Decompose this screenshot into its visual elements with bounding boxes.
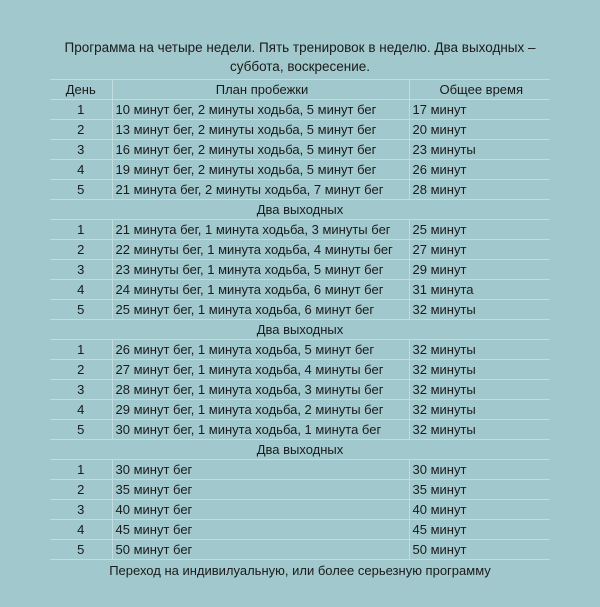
total-cell: 17 минут [409, 100, 550, 120]
total-cell: 32 минуты [409, 300, 550, 320]
plan-cell: 30 минут бег [112, 460, 409, 480]
table-row [50, 120, 550, 140]
day-cell: 3 [50, 140, 112, 160]
day-cell: 4 [50, 160, 112, 180]
table-row [50, 500, 550, 520]
rest-days-label: Два выходных [50, 200, 550, 220]
day-cell: 5 [50, 300, 112, 320]
table-header-row [50, 80, 550, 100]
rest-days-label: Два выходных [50, 320, 550, 340]
table-row [50, 160, 550, 180]
document-footer: Переход на индивилуальную, или более серьезную программу [109, 563, 491, 578]
table-row [50, 140, 550, 160]
total-cell: 40 минут [409, 500, 550, 520]
rest-days-row [50, 440, 550, 460]
total-cell: 29 минут [409, 260, 550, 280]
table-row [50, 280, 550, 300]
table-row [50, 240, 550, 260]
plan-cell: 28 минут бег, 1 минута ходьба, 3 минуты бег [112, 380, 409, 400]
total-cell: 45 минут [409, 520, 550, 540]
plan-cell: 30 минут бег, 1 минута ходьба, 1 минута бег [112, 420, 409, 440]
plan-cell: 23 минуты бег, 1 минута ходьба, 5 минут бег [112, 260, 409, 280]
total-cell: 32 минуты [409, 360, 550, 380]
day-cell: 2 [50, 360, 112, 380]
plan-cell: 35 минут бег [112, 480, 409, 500]
total-cell: 26 минут [409, 160, 550, 180]
day-cell: 5 [50, 180, 112, 200]
day-cell: 3 [50, 260, 112, 280]
day-cell: 1 [50, 220, 112, 240]
day-cell: 1 [50, 340, 112, 360]
plan-cell: 10 минут бег, 2 минуты ходьба, 5 минут бег [112, 100, 409, 120]
table-row [50, 380, 550, 400]
plan-cell: 24 минуты бег, 1 минута ходьба, 6 минут бег [112, 280, 409, 300]
total-cell: 27 минут [409, 240, 550, 260]
plan-cell: 45 минут бег [112, 520, 409, 540]
day-cell: 2 [50, 120, 112, 140]
total-cell: 35 минут [409, 480, 550, 500]
total-cell: 50 минут [409, 540, 550, 560]
plan-cell: 22 минуты бег, 1 минута ходьба, 4 минуты бег [112, 240, 409, 260]
total-cell: 32 минуты [409, 420, 550, 440]
day-cell: 1 [50, 100, 112, 120]
table-body [50, 100, 550, 560]
table-row [50, 400, 550, 420]
plan-cell: 29 минут бег, 1 минута ходьба, 2 минуты бег [112, 400, 409, 420]
header-day: День [50, 80, 112, 100]
total-cell: 30 минут [409, 460, 550, 480]
rest-days-row [50, 200, 550, 220]
plan-cell: 21 минута бег, 2 минуты ходьба, 7 минут бег [112, 180, 409, 200]
day-cell: 1 [50, 460, 112, 480]
table-row [50, 220, 550, 240]
table-row [50, 180, 550, 200]
table-row [50, 300, 550, 320]
day-cell: 2 [50, 240, 112, 260]
plan-cell: 50 минут бег [112, 540, 409, 560]
plan-cell: 16 минут бег, 2 минуты ходьба, 5 минут бег [112, 140, 409, 160]
plan-cell: 13 минут бег, 2 минуты ходьба, 5 минут бег [112, 120, 409, 140]
day-cell: 3 [50, 500, 112, 520]
day-cell: 5 [50, 420, 112, 440]
document [50, 0, 550, 580]
header-plan: План пробежки [112, 80, 409, 100]
total-cell: 23 минуты [409, 140, 550, 160]
total-cell: 28 минут [409, 180, 550, 200]
table-row [50, 420, 550, 440]
table-row [50, 540, 550, 560]
plan-cell: 40 минут бег [112, 500, 409, 520]
total-cell: 25 минут [409, 220, 550, 240]
document-title: Программа на четыре недели. Пять тренировок в неделю. Два выходных – суббота, воскресение. [64, 40, 536, 74]
total-cell: 32 минуты [409, 340, 550, 360]
day-cell: 2 [50, 480, 112, 500]
table-row [50, 460, 550, 480]
rest-days-row [50, 320, 550, 340]
total-cell: 32 минуты [409, 400, 550, 420]
plan-cell: 26 минут бег, 1 минута ходьба, 5 минут бег [112, 340, 409, 360]
table-row [50, 260, 550, 280]
table-row [50, 360, 550, 380]
day-cell: 4 [50, 520, 112, 540]
day-cell: 4 [50, 280, 112, 300]
day-cell: 4 [50, 400, 112, 420]
table-row [50, 340, 550, 360]
day-cell: 5 [50, 540, 112, 560]
training-table [50, 79, 550, 560]
plan-cell: 21 минута бег, 1 минута ходьба, 3 минуты бег [112, 220, 409, 240]
header-total: Общее время [409, 80, 550, 100]
day-cell: 3 [50, 380, 112, 400]
table-row [50, 520, 550, 540]
total-cell: 32 минуты [409, 380, 550, 400]
total-cell: 20 минут [409, 120, 550, 140]
plan-cell: 27 минут бег, 1 минута ходьба, 4 минуты бег [112, 360, 409, 380]
table-row [50, 100, 550, 120]
table-row [50, 480, 550, 500]
total-cell: 31 минута [409, 280, 550, 300]
plan-cell: 19 минут бег, 2 минуты ходьба, 5 минут бег [112, 160, 409, 180]
plan-cell: 25 минут бег, 1 минута ходьба, 6 минут бег [112, 300, 409, 320]
rest-days-label: Два выходных [50, 440, 550, 460]
